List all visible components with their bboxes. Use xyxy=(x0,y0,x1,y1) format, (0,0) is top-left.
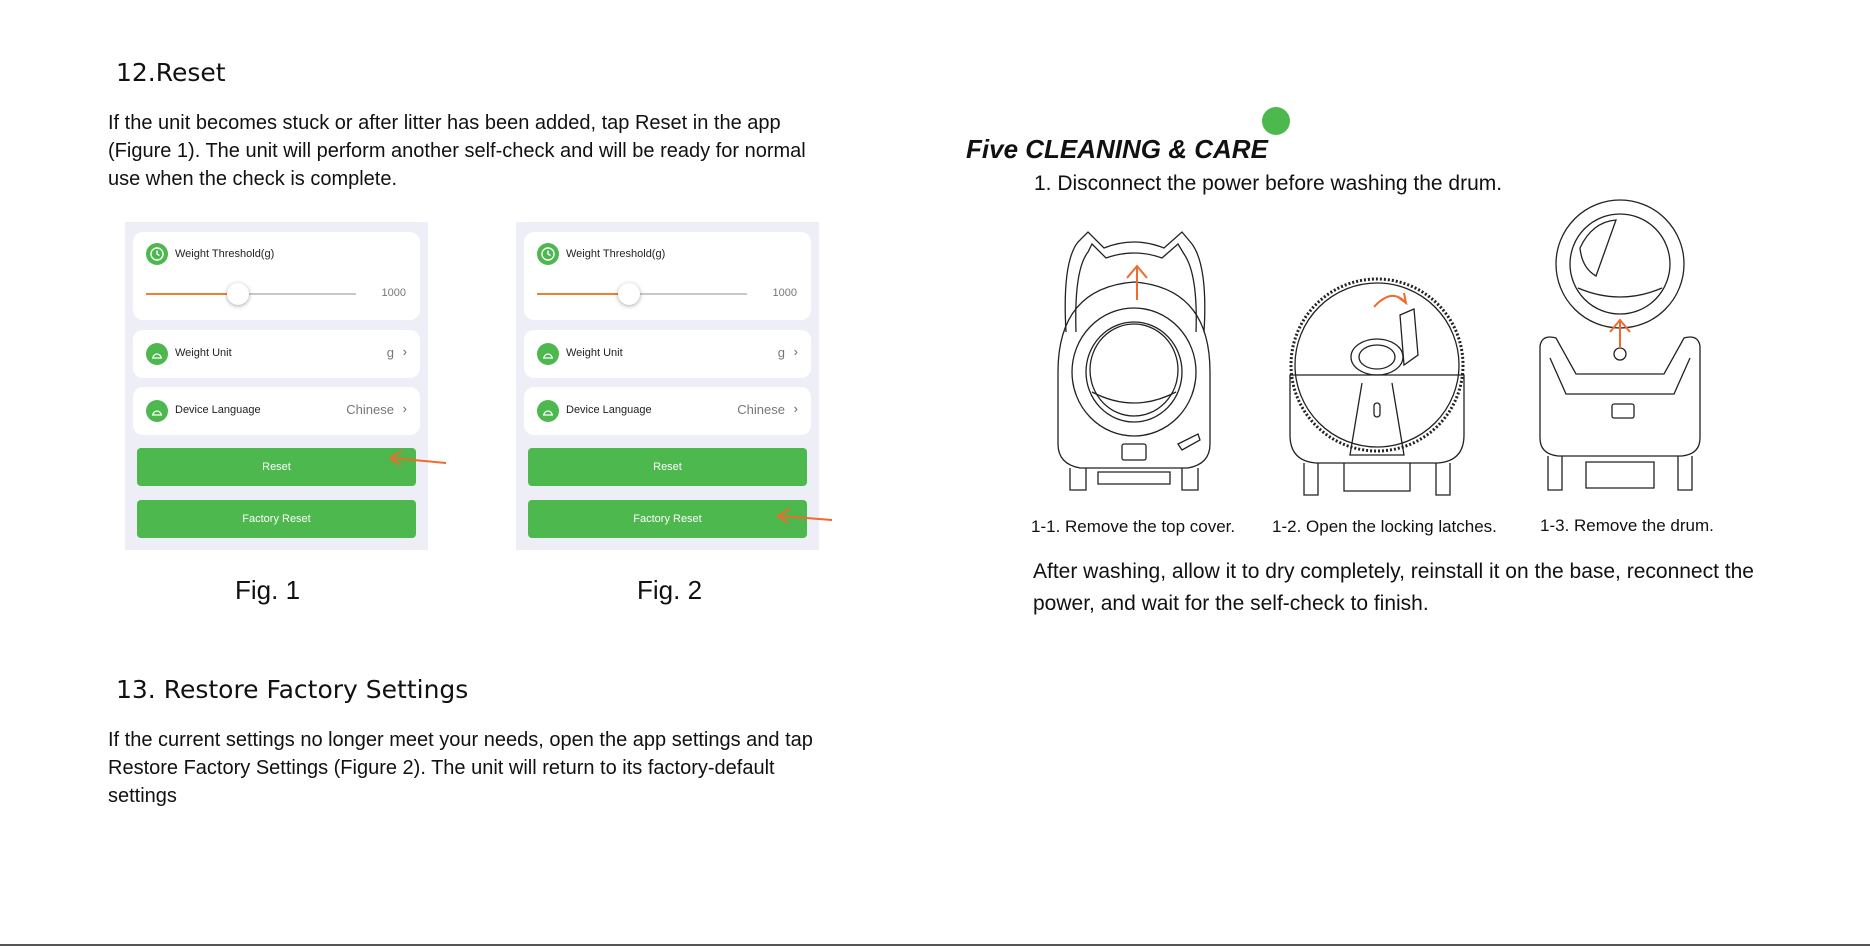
weight-threshold-slider-thumb[interactable] xyxy=(618,283,640,305)
weight-unit-label: Weight Unit xyxy=(175,347,232,359)
step-caption-1-3: 1-3. Remove the drum. xyxy=(1540,516,1714,535)
app-screenshot-fig1 xyxy=(125,222,428,550)
reset-paragraph-line: (Figure 1). The unit will perform another self-check and will be ready for normal xyxy=(108,140,806,162)
reset-button[interactable]: Reset xyxy=(528,448,807,486)
weight-threshold-slider-fill xyxy=(537,293,629,295)
restore-paragraph-line: settings xyxy=(108,785,177,807)
weight-threshold-label: Weight Threshold(g) xyxy=(175,248,275,260)
reset-paragraph xyxy=(108,109,806,193)
device-language-row[interactable] xyxy=(524,387,811,435)
restore-paragraph-line: Restore Factory Settings (Figure 2). The unit will return to its factory-default xyxy=(108,757,775,779)
remove-top-cover-illustration xyxy=(1048,222,1220,494)
weight-threshold-value: 1000 xyxy=(772,287,797,299)
app-screenshot-fig2 xyxy=(516,222,819,550)
chevron-right-icon: › xyxy=(402,344,407,359)
reset-paragraph-line: If the unit becomes stuck or after litter has been added, tap Reset in the app xyxy=(108,112,781,134)
arrow-icon xyxy=(770,506,835,526)
clock-icon xyxy=(537,243,559,265)
reset-heading: 12.Reset xyxy=(116,58,226,87)
open-locking-latches-illustration xyxy=(1288,265,1466,499)
factory-reset-button[interactable]: Factory Reset xyxy=(528,500,807,538)
scale-icon xyxy=(146,343,168,365)
cleaning-paragraph xyxy=(1033,556,1754,620)
device-language-value: Chinese xyxy=(737,402,785,417)
device-language-value: Chinese xyxy=(346,402,394,417)
step-caption-1-2: 1-2. Open the locking latches. xyxy=(1272,517,1497,536)
weight-unit-value: g xyxy=(777,345,785,360)
weight-threshold-card xyxy=(524,232,811,320)
globe-icon xyxy=(537,400,559,422)
cleaning-paragraph-line: After washing, allow it to dry completely, reinstall it on the base, reconnect the xyxy=(1033,560,1754,583)
cleaning-paragraph-line: power, and wait for the self-check to finish. xyxy=(1033,592,1429,615)
restore-heading: 13. Restore Factory Settings xyxy=(116,675,469,704)
restore-paragraph xyxy=(108,726,813,810)
remove-drum-illustration xyxy=(1536,198,1704,496)
chevron-right-icon: › xyxy=(402,401,407,416)
scale-icon xyxy=(537,343,559,365)
section-marker-dot xyxy=(1262,107,1290,135)
figure-caption-2: Fig. 2 xyxy=(637,575,703,605)
weight-threshold-card xyxy=(133,232,420,320)
reset-paragraph-line: use when the check is complete. xyxy=(108,168,398,190)
restore-paragraph-line: If the current settings no longer meet your needs, open the app settings and tap xyxy=(108,729,813,751)
weight-threshold-slider-fill xyxy=(146,293,238,295)
weight-unit-row[interactable] xyxy=(524,330,811,378)
cleaning-heading: Five CLEANING & CARE xyxy=(966,134,1268,164)
weight-threshold-label: Weight Threshold(g) xyxy=(566,248,666,260)
weight-threshold-slider-thumb[interactable] xyxy=(227,283,249,305)
clock-icon xyxy=(146,243,168,265)
figure-caption-1: Fig. 1 xyxy=(235,575,301,605)
weight-unit-row[interactable] xyxy=(133,330,420,378)
cleaning-step-1: 1. Disconnect the power before washing the drum. xyxy=(1034,172,1503,195)
factory-reset-button[interactable]: Factory Reset xyxy=(137,500,416,538)
globe-icon xyxy=(146,400,168,422)
arrow-icon xyxy=(380,448,450,468)
weight-unit-value: g xyxy=(386,345,394,360)
device-language-row[interactable] xyxy=(133,387,420,435)
weight-unit-label: Weight Unit xyxy=(566,347,623,359)
reset-button[interactable]: Reset xyxy=(137,448,416,486)
weight-threshold-value: 1000 xyxy=(381,287,406,299)
chevron-right-icon: › xyxy=(793,344,798,359)
chevron-right-icon: › xyxy=(793,401,798,416)
step-caption-1-1: 1-1. Remove the top cover. xyxy=(1031,517,1236,536)
device-language-label: Device Language xyxy=(175,404,261,416)
device-language-label: Device Language xyxy=(566,404,652,416)
